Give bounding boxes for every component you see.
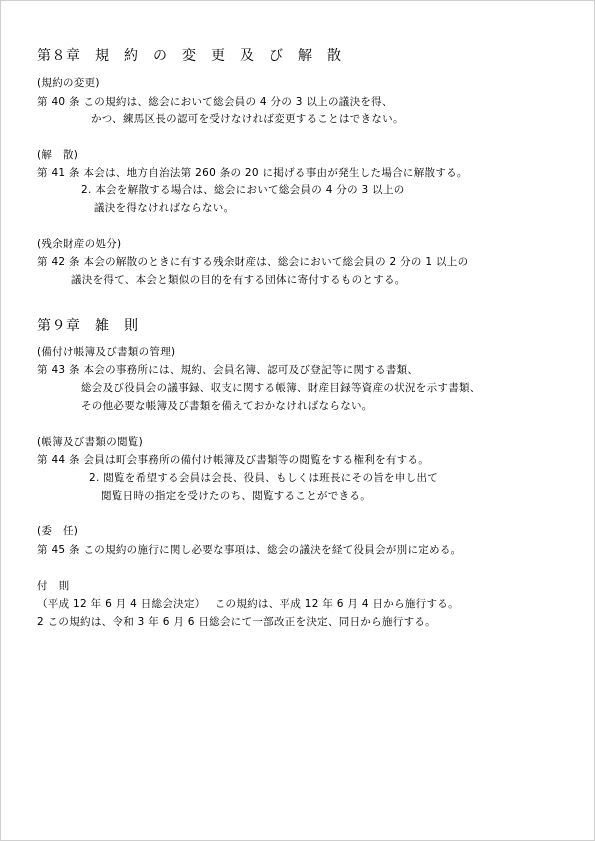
article-44-line-2: 2. 閲覧を希望する会員は会長、役員、もしくは班長にその旨を申し出て: [89, 472, 439, 484]
article-41-line-3: 議決を得なければならない。: [94, 202, 235, 214]
article-43-line-1: 第 43 条 本会の事務所には、規約、会員名簿、認可及び登記等に関する書類、: [37, 364, 419, 376]
article-42-title: (残余財産の処分): [37, 238, 122, 250]
article-44-line-1: 第 44 条 会員は町会事務所の備付け帳簿及び書類等の閲覧をする権利を有する。: [37, 454, 430, 466]
article-43-title: (備付け帳簿及び書類の管理): [37, 346, 176, 358]
article-44-title: (帳簿及び書類の閲覧): [37, 436, 143, 448]
article-41-line-2: 2. 本会を解散する場合は、総会において総会員の 4 分の 3 以上の: [81, 184, 405, 196]
supplementary-line-1: （平成 12 年 6 月 4 日総会決定） この規約は、平成 12 年 6 月 4 日から施行する。: [37, 598, 459, 610]
article-40-line-2: かつ、練馬区長の認可を受けなければ変更することはできない。: [91, 113, 404, 125]
article-42-line-1: 第 42 条 本会の解散のときに有する残余財産は、総会において総会員の 2 分の 1 以上の: [37, 256, 469, 268]
article-40-line-1: 第 40 条 この規約は、総会において総会員の 4 分の 3 以上の議決を得、: [37, 96, 393, 108]
article-43-line-3: その他必要な帳簿及び書類を備えておかなければならない。: [81, 400, 373, 412]
article-45-title: (委 任): [37, 525, 79, 537]
chapter-8-heading: 第８章 規 約 の 変 更 及 び 解 散: [37, 48, 342, 64]
article-43-line-2: 総会及び役員会の議事録、収支に関する帳簿、財産目録等資産の状況を示す書類、: [81, 382, 481, 394]
article-42-line-2: 議決を得て、本会と類似の目的を有する団体に寄付するものとする。: [71, 274, 406, 286]
chapter-9-heading: 第９章 雑 則: [37, 318, 139, 334]
article-41-title: (解 散): [37, 149, 79, 161]
supplementary-title: 付 則: [37, 580, 70, 592]
article-41-line-1: 第 41 条 本会は、地方自治法第 260 条の 20 に掲げる事由が発生した場合に解散する。: [37, 167, 468, 179]
article-44-line-3: 閲覧日時の指定を受けたのち、閲覧することができる。: [101, 490, 371, 502]
article-45-line-1: 第 45 条 この規約の施行に関し必要な事項は、総会の議決を経て役員会が別に定める。: [37, 544, 462, 556]
article-40-title: (規約の変更): [37, 77, 100, 89]
supplementary-line-2: 2 この規約は、令和 3 年 6 月 6 日総会にて一部改正を決定、同日から施行する。: [37, 616, 436, 628]
